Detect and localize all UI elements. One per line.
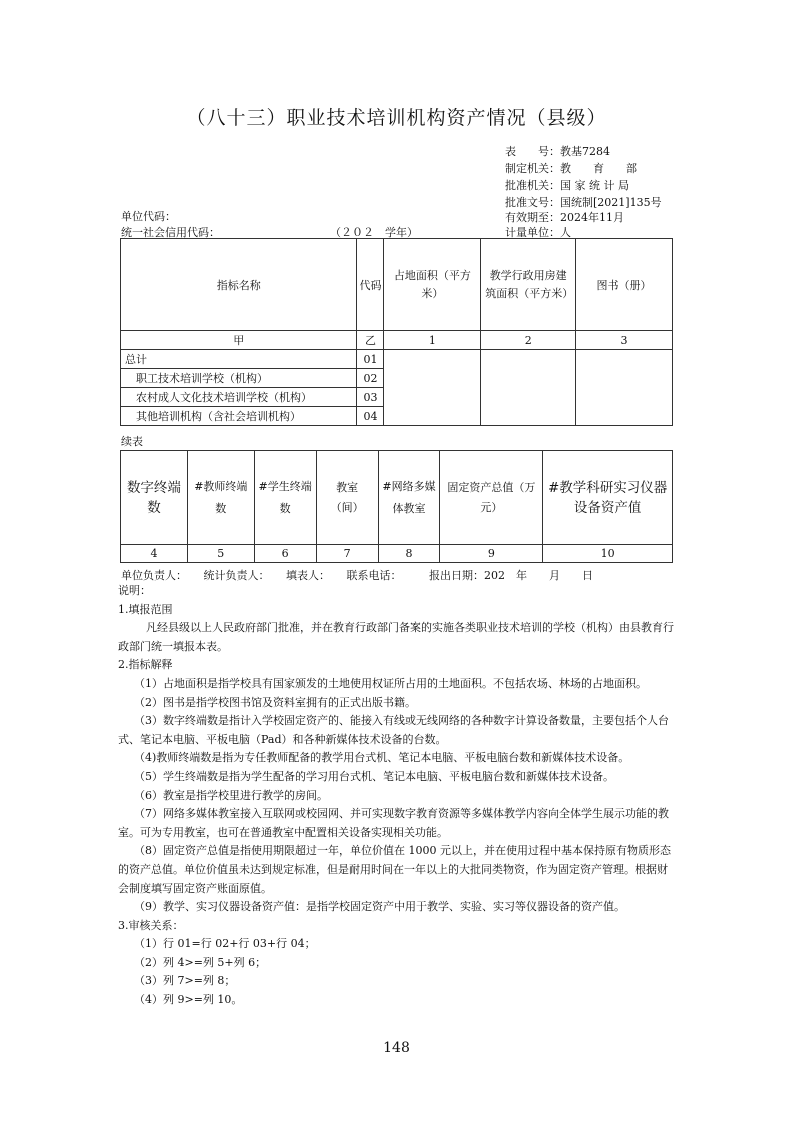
signoff-line: 单位负责人： 统计负责人： 填表人： 联系电话： 报出日期：202 年 月 日: [121, 569, 593, 582]
meta-issuing-authority: 制定机关：教 育 部: [505, 162, 637, 175]
row-code: 01: [357, 350, 384, 369]
header-multimedia-classrooms: #网络多媒体教室: [378, 451, 440, 545]
definition-4: （4)教师终端数是指为专任教师配备的教学用台式机、笔记本电脑、平板电脑台数和新媒体技术设备。: [134, 751, 630, 765]
assets-table-1: [120, 238, 673, 426]
index-col-3: 3: [576, 331, 673, 350]
definition-9: （9）教学、实习仪器设备资产值：是指学校固定资产中用于教学、实验、实习等仪器设备的资产值。: [134, 900, 625, 914]
assets-table-2: [120, 450, 673, 563]
index-col-8: 8: [378, 545, 440, 563]
check-rule-3: （3）列 7>=列 8；: [134, 974, 236, 988]
row-name: 职工技术培训学校（机构）: [121, 369, 357, 388]
instructions: [118, 582, 678, 1010]
meta-form-number: 表 号：教基7284: [505, 145, 610, 158]
school-year-label: （２０２ 学年）: [330, 226, 418, 239]
data-cell-blank[interactable]: [384, 350, 481, 426]
index-col-2: 2: [481, 331, 576, 350]
check-rule-1: （1）行 01=行 02+行 03+行 04；: [134, 937, 316, 951]
definition-5: （5）学生终端数是指为学生配备的学习用台式机、笔记本电脑、平板电脑台数和新媒体技术设备。: [134, 769, 614, 783]
unit-code-label: 单位代码：: [121, 210, 176, 223]
meta-approval-number: 批准文号：国统制[2021]135号: [505, 196, 662, 209]
check-rule-4: （4）列 9>=列 10。: [134, 993, 243, 1007]
header-books: 图书（册）: [576, 239, 673, 331]
meta-approving-authority: 批准机关：国 家 统 计 局: [505, 179, 629, 192]
index-col-1: 1: [384, 331, 481, 350]
definition-2: （2）图书是指学校图书馆及资料室拥有的正式出版书籍。: [134, 695, 416, 709]
section-scope: 1.填报范围: [118, 602, 173, 616]
index-code: 乙: [357, 331, 384, 350]
index-col-5: 5: [187, 545, 254, 563]
index-col-4: 4: [121, 545, 188, 563]
scope-text: 凡经县级以上人民政府部门批准，并在教育行政部门备案的实施各类职业技术培训的学校（机构）由县教育行政部门统一填报本表。: [118, 621, 674, 653]
row-name: 其他培训机构（含社会培训机构）: [121, 407, 357, 426]
section-checks: 3.审核关系：: [118, 918, 184, 932]
section-definitions: 2.指标解释: [118, 658, 173, 672]
definition-6: （6）教室是指学校里进行教学的房间。: [134, 788, 328, 802]
credit-code-label: 统一社会信用代码：: [121, 226, 220, 239]
index-name: 甲: [121, 331, 357, 350]
table-row: [121, 350, 673, 369]
check-rule-2: （2）列 4>=列 5+列 6；: [134, 955, 267, 969]
meta-valid-until: 有效期至：2024年11月: [505, 211, 624, 224]
header-classrooms: 教室（间）: [316, 451, 378, 545]
index-col-7: 7: [316, 545, 378, 563]
row-name: 总计: [121, 350, 357, 369]
row-code: 03: [357, 388, 384, 407]
header-digital-terminals: 数字终端数: [121, 451, 188, 545]
data-cell-blank[interactable]: [481, 350, 576, 426]
header-indicator-name: 指标名称: [121, 239, 357, 331]
index-col-6: 6: [254, 545, 316, 563]
page-number: 148: [383, 1040, 410, 1056]
header-teacher-terminals: #教师终端数: [187, 451, 254, 545]
row-code: 04: [357, 407, 384, 426]
header-student-terminals: #学生终端数: [254, 451, 316, 545]
header-code: 代码: [357, 239, 384, 331]
index-col-10: 10: [543, 545, 673, 563]
continued-label: 续表: [121, 435, 143, 448]
definition-8: （8）固定资产总值是指使用期限超过一年，单位价值在 1000 元以上，并在使用过程中基本保持原有物质形态的资产总值。单位价值虽未达到规定标准，但是耐用时间在一年以上的大批同类物资，作为固定资产管理。根据财会制度填写固定资产账面原值。: [118, 844, 671, 895]
definition-1: （1）占地面积是指学校具有国家颁发的土地使用权证所占用的土地面积。不包括农场、林场的占地面积。: [134, 676, 647, 690]
definition-7: （7）网络多媒体教室接入互联网或校园网、并可实现数字教育资源等多媒体教学内容向全体学生展示功能的教室。可为专用教室，也可在普通教室中配置相关设备实现相关功能。: [118, 807, 669, 839]
row-name: 农村成人文化技术培训学校（机构）: [121, 388, 357, 407]
index-col-9: 9: [440, 545, 543, 563]
header-fixed-assets: 固定资产总值（万元）: [440, 451, 543, 545]
header-building-area: 教学行政用房建筑面积（平方米）: [481, 239, 576, 331]
definition-3: （3）数字终端数是指计入学校固定资产的、能接入有线或无线网络的各种数字计算设备数量，主要包括个人台式、笔记本电脑、平板电脑（Pad）和各种新媒体技术设备的台数。: [118, 714, 669, 746]
notes-heading: 说明：: [118, 584, 151, 597]
meta-unit-of-measure: 计量单位：人: [505, 226, 571, 239]
page-title: （八十三）职业技术培训机构资产情况（县级）: [186, 107, 607, 129]
row-code: 02: [357, 369, 384, 388]
header-equipment-assets: #教学科研实习仪器设备资产值: [543, 451, 673, 545]
data-cell-blank[interactable]: [576, 350, 673, 426]
header-land-area: 占地面积（平方米）: [384, 239, 481, 331]
